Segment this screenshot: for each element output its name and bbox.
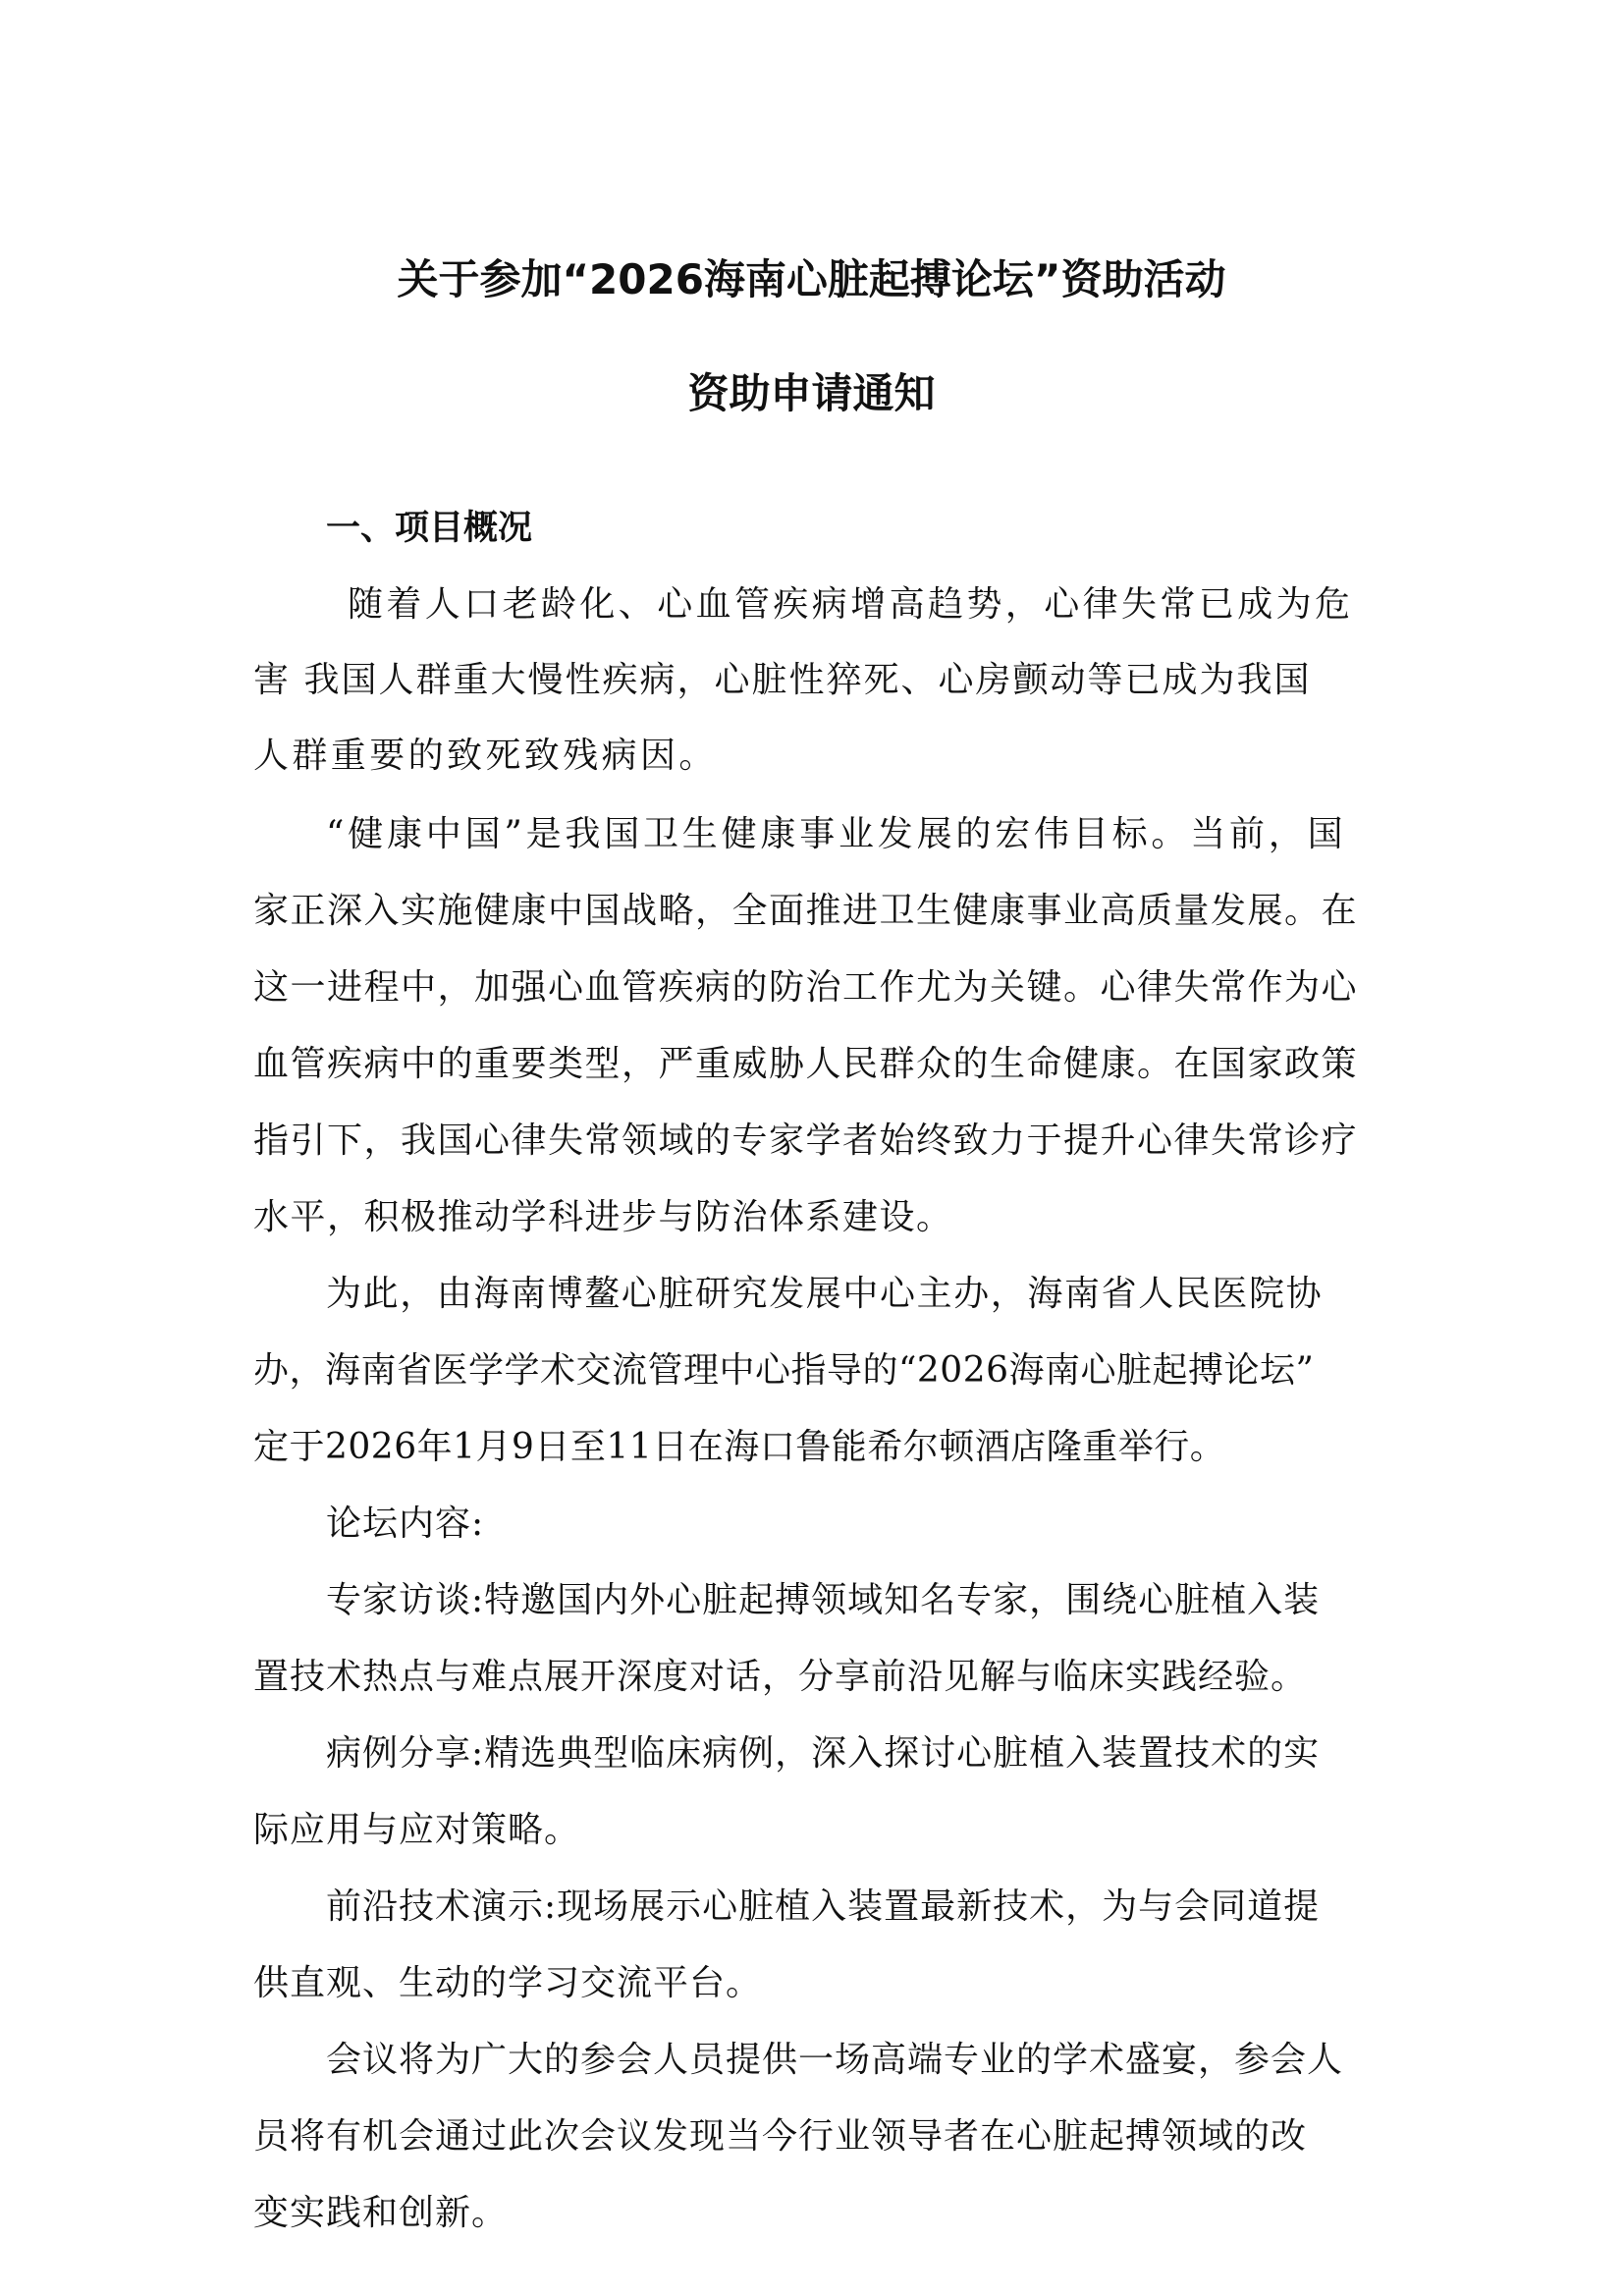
paragraph-line: “健康中国”是我国卫生健康事业发展的宏伟目标。当前，国	[326, 814, 1347, 854]
paragraph-line: 办，海南省医学学术交流管理中心指导的“2026海南心脏起搏论坛”	[253, 1350, 1315, 1391]
paragraph-line: 专家访谈:特邀国内外心脏起搏领域知名专家，围绕心脏植入装	[326, 1580, 1321, 1620]
paragraph-line: 家正深入实施健康中国战略，全面推进卫生健康事业高质量发展。在	[253, 891, 1359, 931]
paragraph-line: 血管疾病中的重要类型，严重威胁人民群众的生命健康。在国家政策	[253, 1044, 1359, 1084]
paragraph-line: 为此，由海南博鳌心脏研究发展中心主办，海南省人民医院协	[326, 1274, 1324, 1314]
paragraph-line: 定于2026年1月9日至11日在海口鲁能希尔顿酒店隆重举行。	[253, 1427, 1226, 1467]
paragraph-line: 水平，积极推动学科进步与防治体系建设。	[253, 1197, 953, 1237]
paragraph-line: 指引下，我国心律失常领域的专家学者始终致力于提升心律失常诊疗	[253, 1121, 1359, 1161]
document-title-line-1: 关于参加“2026海南心脏起搏论坛”资助活动	[397, 255, 1226, 303]
paragraph-line: 员将有机会通过此次会议发现当今行业领导者在心脏起搏领域的改	[253, 2116, 1308, 2157]
paragraph-line: 害 我国人群重大慢性疾病，心脏性猝死、心房颤动等已成为我国	[253, 660, 1312, 700]
document-title-line-2: 资助申请通知	[687, 369, 936, 417]
paragraph-line: 际应用与应对策略。	[253, 1810, 581, 1850]
paragraph-line: 这一进程中，加强心血管疾病的防治工作尤为关键。心律失常作为心	[253, 967, 1359, 1008]
paragraph-line: 变实践和创新。	[253, 2193, 509, 2233]
paragraph-line: 前沿技术演示:现场展示心脏植入装置最新技术，为与会同道提	[326, 1886, 1321, 1927]
section-heading-overview: 一、项目概况	[326, 509, 533, 548]
paragraph-line: 随着人口老龄化、心血管疾病增高趋势，心律失常已成为危	[348, 584, 1354, 625]
paragraph-line: 人群重要的致死致残病因。	[253, 736, 718, 776]
paragraph-line: 会议将为广大的参会人员提供一场高端专业的学术盛宴，参会人	[326, 2040, 1344, 2080]
paragraph-line: 供直观、生动的学习交流平台。	[253, 1963, 763, 2003]
paragraph-line: 病例分享:精选典型临床病例，深入探讨心脏植入装置技术的实	[326, 1733, 1321, 1774]
paragraph-line: 论坛内容:	[326, 1503, 485, 1544]
paragraph-line: 置技术热点与难点展开深度对话，分享前沿见解与临床实践经验。	[253, 1657, 1308, 1697]
